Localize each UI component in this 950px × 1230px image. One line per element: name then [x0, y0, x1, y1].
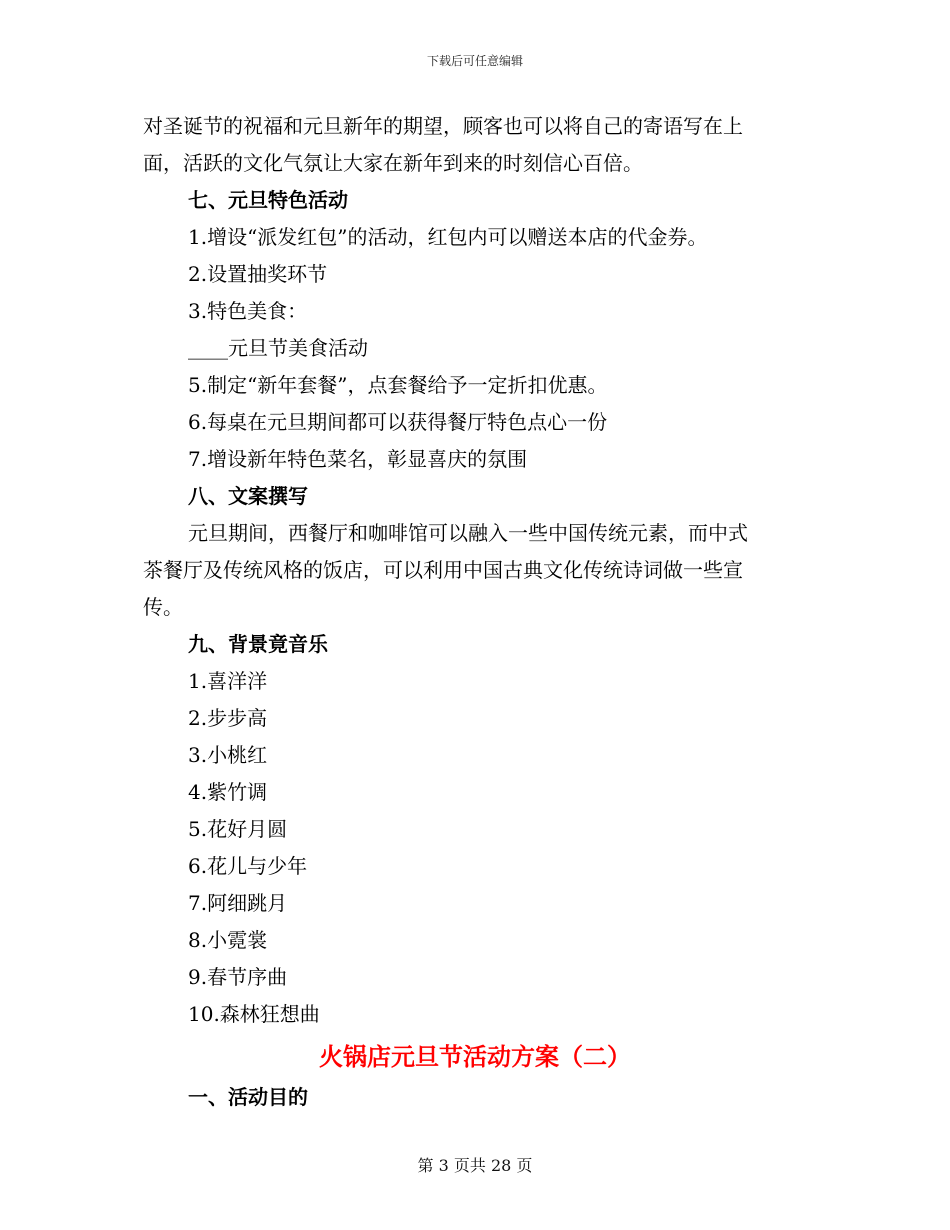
- list-item: 4.紫竹调: [188, 780, 268, 804]
- paragraph-line: 元旦期间，西餐厅和咖啡馆可以融入一些中国传统元素，而中式: [188, 521, 748, 545]
- list-item: 2.设置抽奖环节: [188, 262, 328, 286]
- list-item: 1.增设“派发红包”的活动，红包内可以赠送本店的代金券。: [188, 225, 708, 249]
- paragraph-line: 对圣诞节的祝福和元旦新年的期望，顾客也可以将自己的寄语写在上: [143, 114, 743, 138]
- list-item: 7.增设新年特色菜名，彰显喜庆的氛围: [188, 447, 528, 471]
- section-heading-8: 八、文案撰写: [188, 484, 308, 508]
- paragraph-line: 传。: [143, 595, 183, 619]
- page-header: 下载后可任意编辑: [426, 54, 523, 68]
- list-item: 5.制定“新年套餐”，点套餐给予一定折扣优惠。: [188, 373, 608, 397]
- list-item: 1.喜洋洋: [188, 669, 268, 693]
- list-item: 3.小桃红: [188, 743, 268, 767]
- paragraph-line: 面，活跃的文化气氛让大家在新年到来的时刻信心百倍。: [143, 151, 643, 175]
- plan-title: 火锅店元旦节活动方案（二）: [319, 1043, 631, 1071]
- page-number: 第 3 页共 28 页: [417, 1156, 533, 1175]
- document-body: [143, 108, 807, 1116]
- list-item: 9.春节序曲: [188, 965, 288, 989]
- list-item: 3.特色美食：: [188, 299, 308, 323]
- list-item: 2.步步高: [188, 706, 268, 730]
- list-item: ____元旦节美食活动: [188, 336, 368, 360]
- list-item: 8.小霓裳: [188, 928, 268, 952]
- list-item: 6.每桌在元旦期间都可以获得餐厅特色点心一份: [188, 410, 608, 434]
- list-item: 10.森林狂想曲: [188, 1002, 320, 1026]
- list-item: 6.花儿与少年: [188, 854, 308, 878]
- list-item: 7.阿细跳月: [188, 891, 288, 915]
- paragraph-line: 茶餐厅及传统风格的饭店，可以利用中国古典文化传统诗词做一些宣: [143, 558, 743, 582]
- list-item: 5.花好月圆: [188, 817, 288, 841]
- section-heading-9: 九、背景竟音乐: [188, 632, 328, 656]
- section-heading-1: 一、活动目的: [188, 1085, 308, 1109]
- section-heading-7: 七、元旦特色活动: [188, 188, 348, 212]
